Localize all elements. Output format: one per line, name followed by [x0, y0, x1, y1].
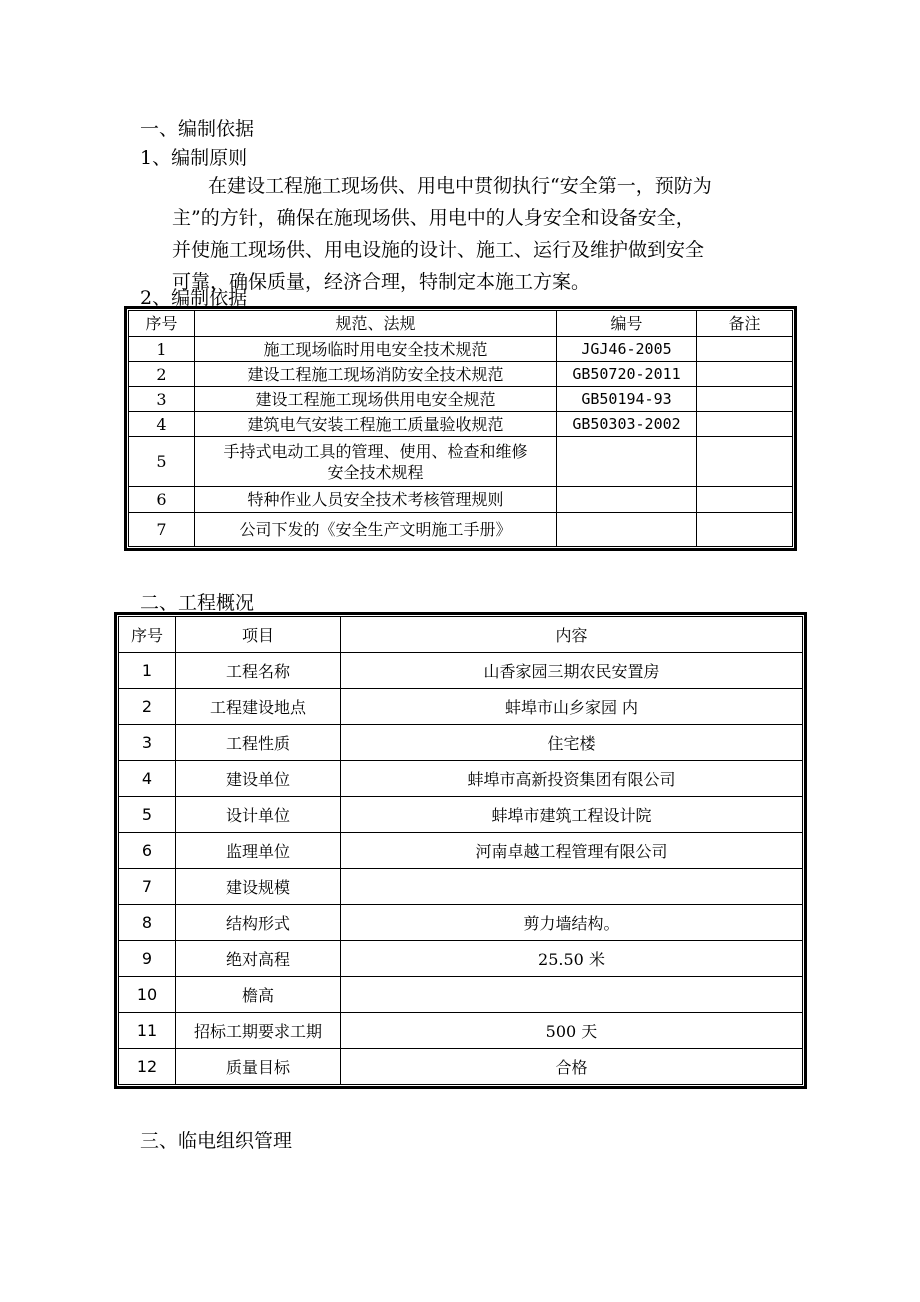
regulation-name: 建设工程施工现场供用电安全规范 [195, 387, 557, 412]
item-label: 设计单位 [176, 797, 341, 833]
row-number: 5 [119, 797, 176, 833]
row-number: 11 [119, 1013, 176, 1049]
regulation-name: 建设工程施工现场消防安全技术规范 [195, 362, 557, 387]
item-content [341, 869, 803, 905]
item-label: 檐高 [176, 977, 341, 1013]
row-number: 2 [119, 689, 176, 725]
regulation-note [697, 437, 793, 487]
row-number: 7 [129, 513, 195, 547]
regulation-name: 公司下发的《安全生产文明施工手册》 [195, 513, 557, 547]
row-number: 5 [129, 437, 195, 487]
row-number: 3 [129, 387, 195, 412]
item-content: 蚌埠市高新投资集团有限公司 [341, 761, 803, 797]
table-row [119, 833, 803, 869]
paragraph-line: 并使施工现场供、用电设施的设计、施工、运行及维护做到安全 [172, 239, 705, 261]
paragraph-line: 在建设工程施工现场供、用电中贯彻执行“安全第一，预防为 [208, 175, 712, 197]
item-label: 工程性质 [176, 725, 341, 761]
header-cell: 序号 [119, 617, 176, 653]
item-label: 招标工期要求工期 [176, 1013, 341, 1049]
header-cell: 内容 [341, 617, 803, 653]
regulation-code: GB50194-93 [557, 387, 697, 412]
row-number: 3 [119, 725, 176, 761]
row-number: 2 [129, 362, 195, 387]
item-content: 蚌埠市山乡家园 内 [341, 689, 803, 725]
regulation-name [195, 437, 557, 487]
table-row [129, 362, 793, 387]
regulation-code [557, 437, 697, 487]
header-cell: 备注 [697, 311, 793, 337]
table-row [119, 977, 803, 1013]
table-row [119, 725, 803, 761]
item-label: 结构形式 [176, 905, 341, 941]
item-content: 住宅楼 [341, 725, 803, 761]
item-content: 蚌埠市建筑工程设计院 [341, 797, 803, 833]
item-label: 监理单位 [176, 833, 341, 869]
row-number: 8 [119, 905, 176, 941]
project-overview-table [118, 616, 803, 1085]
regulations-table [128, 310, 793, 547]
table-header-row [119, 617, 803, 653]
regulation-note [697, 387, 793, 412]
row-number: 4 [119, 761, 176, 797]
regulation-note [697, 513, 793, 547]
regulation-name: 施工现场临时用电安全技术规范 [195, 337, 557, 362]
row-number: 4 [129, 412, 195, 437]
table-row [129, 437, 793, 487]
regulation-note [697, 412, 793, 437]
item-content: 合格 [341, 1049, 803, 1085]
table-row [119, 689, 803, 725]
section-2-title: 二、工程概况 [140, 592, 255, 614]
item-content: 河南卓越工程管理有限公司 [341, 833, 803, 869]
row-number: 7 [119, 869, 176, 905]
regulation-code [557, 513, 697, 547]
item-label: 质量目标 [176, 1049, 341, 1085]
regulation-name-line: 安全技术规程 [327, 462, 424, 482]
table-row [119, 761, 803, 797]
regulation-name-line: 手持式电动工具的管理、使用、检查和维修 [223, 441, 528, 461]
table-row [129, 412, 793, 437]
item-label: 建设规模 [176, 869, 341, 905]
principle-paragraph [172, 170, 784, 298]
paragraph-line: 可靠，确保质量，经济合理，特制定本施工方案。 [172, 271, 591, 293]
table-row [119, 653, 803, 689]
item-content: 山香家园三期农民安置房 [341, 653, 803, 689]
row-number: 6 [119, 833, 176, 869]
table-row [119, 797, 803, 833]
item-content: 25.50 米 [341, 941, 803, 977]
row-number: 1 [119, 653, 176, 689]
table-row [129, 337, 793, 362]
header-cell: 序号 [129, 311, 195, 337]
table-row [129, 387, 793, 412]
regulation-note [697, 487, 793, 513]
table-row [119, 869, 803, 905]
item-label: 工程建设地点 [176, 689, 341, 725]
regulation-code: GB50303-2002 [557, 412, 697, 437]
item-label: 建设单位 [176, 761, 341, 797]
item-label: 工程名称 [176, 653, 341, 689]
table-row [119, 905, 803, 941]
item-content [341, 977, 803, 1013]
table-row [119, 1049, 803, 1085]
row-number: 12 [119, 1049, 176, 1085]
regulation-code: GB50720-2011 [557, 362, 697, 387]
regulation-name: 建筑电气安装工程施工质量验收规范 [195, 412, 557, 437]
header-cell: 项目 [176, 617, 341, 653]
paragraph-line: 主”的方针，确保在施现场供、用电中的人身安全和设备安全， [172, 207, 695, 229]
row-number: 9 [119, 941, 176, 977]
row-number: 10 [119, 977, 176, 1013]
section-1-title: 一、编制依据 [140, 118, 255, 140]
section-3-title: 三、临电组织管理 [140, 1130, 293, 1152]
table-row [129, 513, 793, 547]
header-cell: 编号 [557, 311, 697, 337]
table-row [129, 487, 793, 513]
table-row [119, 941, 803, 977]
regulation-code [557, 487, 697, 513]
item-label: 绝对高程 [176, 941, 341, 977]
row-number: 6 [129, 487, 195, 513]
row-number: 1 [129, 337, 195, 362]
regulation-code: JGJ46-2005 [557, 337, 697, 362]
table-row [119, 1013, 803, 1049]
item-content: 剪力墙结构。 [341, 905, 803, 941]
item-content: 500 天 [341, 1013, 803, 1049]
regulation-note [697, 362, 793, 387]
regulation-name: 特种作业人员安全技术考核管理规则 [195, 487, 557, 513]
subsection-2-title: 2、编制依据 [140, 287, 248, 309]
header-cell: 规范、法规 [195, 311, 557, 337]
regulation-note [697, 337, 793, 362]
subsection-1-title: 1、编制原则 [140, 147, 248, 169]
table-header-row [129, 311, 793, 337]
